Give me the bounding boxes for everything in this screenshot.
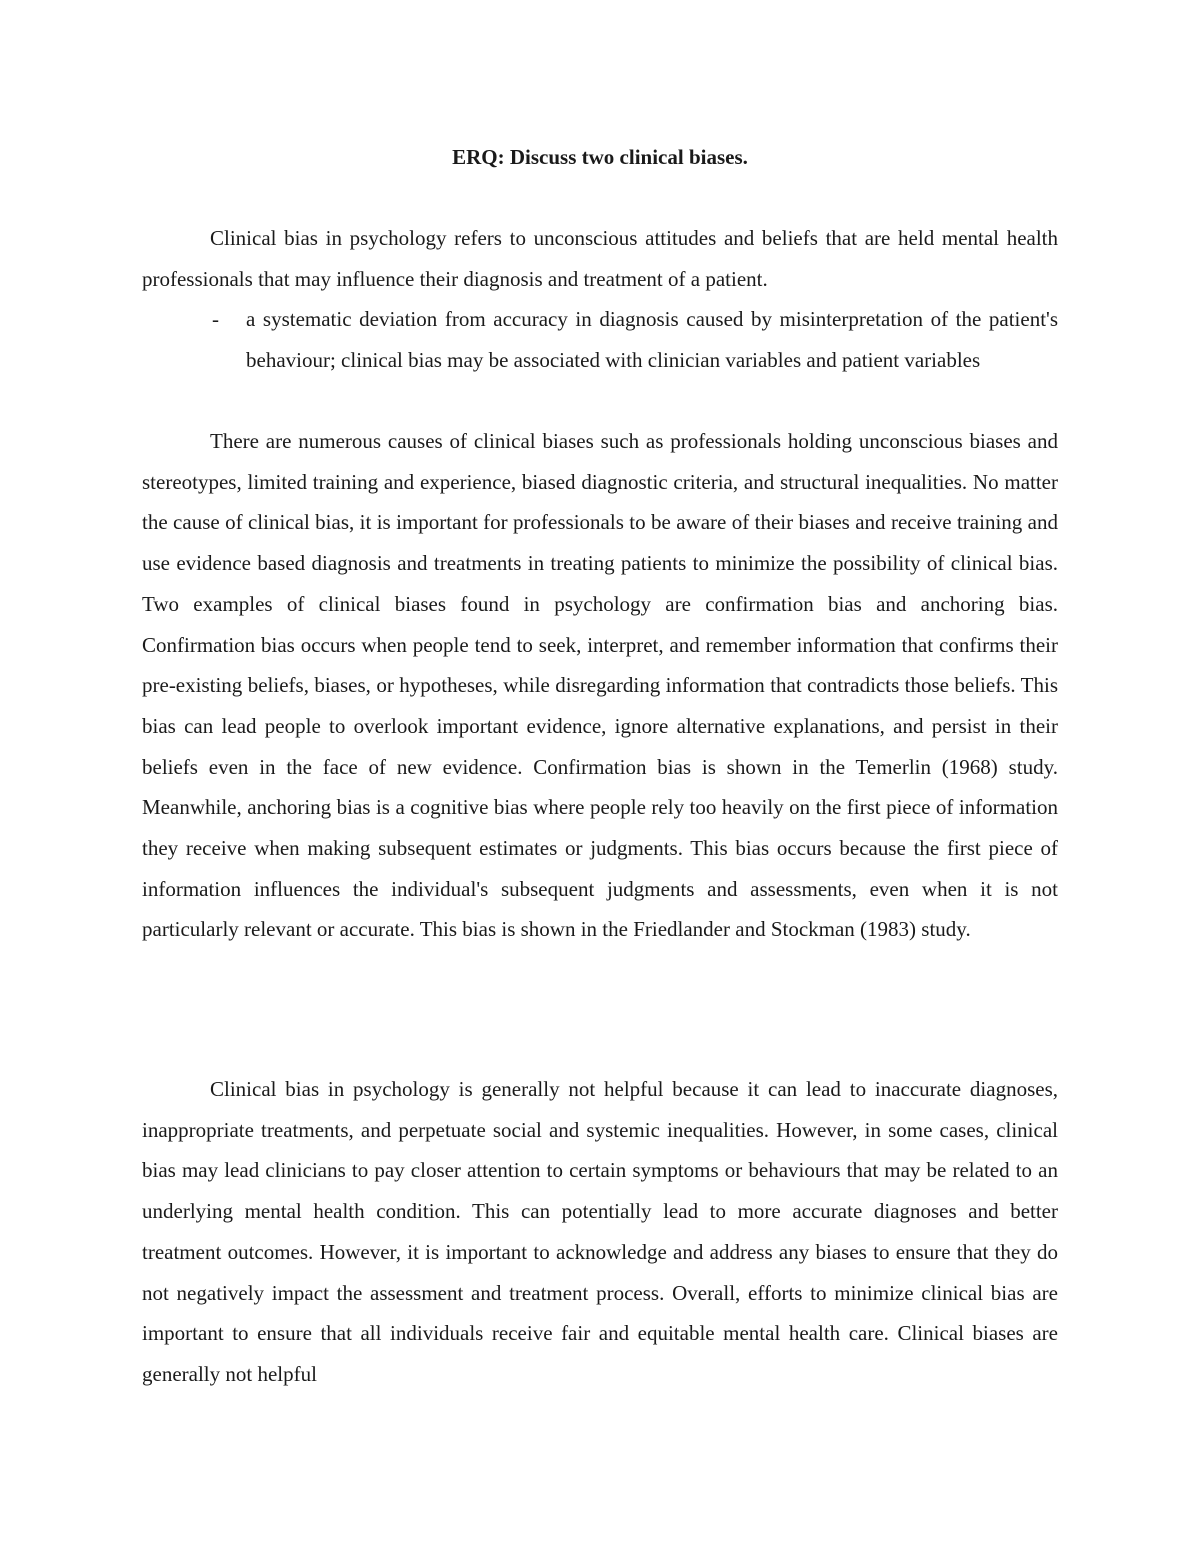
bullet-text: a systematic deviation from accuracy in diagnosis caused by misinterpretation of the patient's behaviour; clinical bias may be associated with clinician variables and patient variables bbox=[246, 307, 1058, 372]
document-title: ERQ: Discuss two clinical biases. bbox=[452, 145, 748, 169]
intro-paragraph: Clinical bias in psychology refers to unconscious attitudes and beliefs that are held mental health professionals that may influence their diagnosis and treatment of a patient. bbox=[142, 226, 1058, 291]
bullet-marker: - bbox=[212, 307, 219, 331]
bullet-item bbox=[212, 299, 1058, 380]
helpful-paragraph: Clinical bias in psychology is generally not helpful because it can lead to inaccurate diagnoses, inappropriate treatments, and perpetuate social and systemic inequalities. However, in some cases, clinical bias may lead clinicians to pay closer attention to certain symptoms or behaviours that may be related to an underlying mental health condition. This can potentially lead to more accurate diagnoses and better treatment outcomes. However, it is important to acknowledge and address any biases to ensure that they do not negatively impact the assessment and treatment process. Overall, efforts to minimize clinical bias are important to ensure that all individuals receive fair and equitable mental health care. Clinical biases are generally not helpful bbox=[142, 1077, 1058, 1386]
causes-paragraph: There are numerous causes of clinical biases such as professionals holding unconscious biases and stereotypes, limited training and experience, biased diagnostic criteria, and structural inequalities. No matter the cause of clinical bias, it is important for professionals to be aware of their biases and receive training and use evidence based diagnosis and treatments in treating patients to minimize the possibility of clinical bias. Two examples of clinical biases found in psychology are confirmation bias and anchoring bias. Confirmation bias occurs when people tend to seek, interpret, and remember information that confirms their pre-existing beliefs, biases, or hypotheses, while disregarding information that contradicts those beliefs. This bias can lead people to overlook important evidence, ignore alternative explanations, and persist in their beliefs even in the face of new evidence. Confirmation bias is shown in the Temerlin (1968) study. Meanwhile, anchoring bias is a cognitive bias where people rely too heavily on the first piece of information they receive when making subsequent estimates or judgments. This bias occurs because the first piece of information influences the individual's subsequent judgments and assessments, even when it is not particularly relevant or accurate. This bias is shown in the Friedlander and Stockman (1983) study. bbox=[142, 429, 1058, 942]
document-page bbox=[142, 0, 1058, 1553]
